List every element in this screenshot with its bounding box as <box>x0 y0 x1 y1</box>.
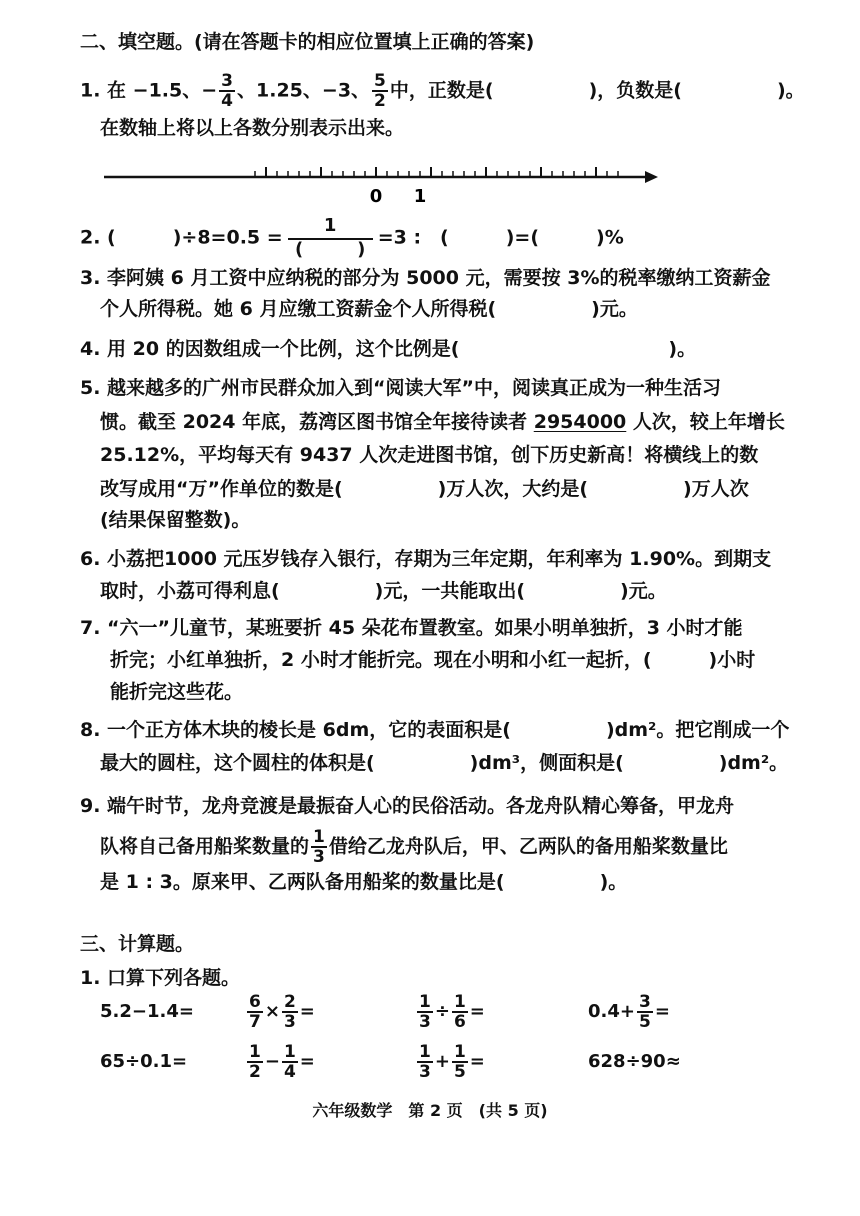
q2-part-a: 2. ( )÷8=0.5 = <box>80 226 283 249</box>
q5-line-2-start: 惯。截至 2024 年底，荔湾区图书馆全年接待读者 <box>100 411 534 433</box>
question-3-line-2: 个人所得税。她 6 月应缴工资薪金个人所得税( )元。 <box>100 298 638 320</box>
equals: = <box>299 1001 315 1022</box>
denominator: 3 <box>283 1012 296 1032</box>
denominator: 5 <box>453 1062 466 1082</box>
question-9-line-1: 9. 端午时节，龙舟竞渡是最振奋人心的民俗活动。各龙舟队精心筹备，甲龙舟 <box>80 795 735 817</box>
question-5-line-4: 改写成用“万”作单位的数是( )万人次，大约是( )万人次 <box>100 478 749 500</box>
numerator: 6 <box>249 992 261 1012</box>
fraction <box>417 1043 433 1081</box>
equals: = <box>299 1051 315 1072</box>
q9-line-2-end: 借给乙龙舟队后，甲、乙两队的备用船桨数量比 <box>328 835 728 858</box>
axis-label-one: 1 <box>413 186 427 207</box>
question-7-line-1: 7. “六一”儿童节，某班要折 45 朵花布置教室。如果小明单独折，3 小时才能 <box>80 617 743 639</box>
denominator: 4 <box>221 91 234 111</box>
q1-middle: 、1.25、−3、 <box>237 79 371 102</box>
number-line-svg <box>100 150 680 210</box>
prefix: 0.4+ <box>588 1001 635 1022</box>
fraction <box>637 993 653 1031</box>
operator: ÷ <box>434 1001 450 1022</box>
axis-label-zero: 0 <box>369 186 383 207</box>
question-2 <box>80 216 624 260</box>
fraction <box>247 1043 263 1081</box>
question-3-line-1: 3. 李阿姨 6 月工资中应纳税的部分为 5000 元，需要按 3%的税率缴纳工资薪金 <box>80 267 771 289</box>
question-9-line-3: 是 1 : 3。原来甲、乙两队备用船桨的数量比是( )。 <box>100 871 628 893</box>
question-5-line-5: (结果保留整数)。 <box>100 509 251 531</box>
numerator: 5 <box>374 71 386 91</box>
q1-suffix: 中，正数是( )，负数是( )。 <box>389 79 805 102</box>
fraction <box>452 1043 468 1081</box>
numerator: 1 <box>453 992 466 1012</box>
section-3-title: 三、计算题。 <box>80 933 195 955</box>
q1-neg-sign: − <box>201 79 218 102</box>
numerator: 3 <box>638 992 651 1012</box>
denominator: 3 <box>419 1012 431 1032</box>
numerator: 1 <box>323 215 337 236</box>
calc-r2c3 <box>415 1043 485 1081</box>
calc-r2c4: 628÷90≈ <box>588 1051 681 1072</box>
fraction <box>417 993 433 1031</box>
q2-part-b: =3 : ( )=( )% <box>377 226 624 249</box>
operator: + <box>434 1051 450 1072</box>
calc-r2c2 <box>245 1043 315 1081</box>
q1-prefix: 1. 在 −1.5、 <box>80 79 202 102</box>
operator: × <box>264 1001 280 1022</box>
operator: − <box>264 1051 280 1072</box>
numerator: 1 <box>313 827 325 847</box>
question-6-line-2: 取时，小荔可得利息( )元，一共能取出( )元。 <box>100 580 667 602</box>
fraction-three-quarters <box>219 72 235 110</box>
question-7-line-2: 折完；小红单独折，2 小时才能折完。现在小明和小红一起折，( )小时 <box>110 649 756 671</box>
denominator: 3 <box>419 1062 431 1082</box>
numerator: 1 <box>453 1042 466 1062</box>
denominator: 2 <box>374 91 386 111</box>
denominator: 7 <box>249 1012 261 1032</box>
numerator: 1 <box>249 1042 261 1062</box>
question-5-line-1: 5. 越来越多的广州市民群众加入到“阅读大军”中，阅读真正成为一种生活习 <box>80 377 722 399</box>
calc-r1c1: 5.2−1.4= <box>100 1001 194 1022</box>
denominator: 5 <box>638 1012 651 1032</box>
equals: = <box>654 1001 670 1022</box>
calc-r1c3 <box>415 993 485 1031</box>
denominator: 3 <box>313 847 325 867</box>
denominator: ( ) <box>294 239 366 260</box>
q5-underlined-number: 2954000 <box>533 411 627 433</box>
q9-line-2-start: 队将自己备用船桨数量的 <box>100 835 310 858</box>
section-2-title: 二、填空题。(请在答题卡的相应位置填上正确的答案) <box>80 31 535 53</box>
numerator: 2 <box>283 992 296 1012</box>
fraction <box>452 993 468 1031</box>
question-7-line-3: 能折完这些花。 <box>110 681 244 703</box>
fraction <box>282 993 298 1031</box>
question-5-line-3: 25.12%，平均每天有 9437 人次走进图书馆，创下历史新高！将横线上的数 <box>100 444 759 466</box>
question-6-line-1: 6. 小荔把1000 元压岁钱存入银行，存期为三年定期，年利率为 1.90%。到期支 <box>80 548 772 570</box>
calc-r1c2 <box>245 993 315 1031</box>
page-footer: 六年级数学 第 2 页 (共 5 页) <box>312 1101 548 1120</box>
mental-math-intro: 1. 口算下列各题。 <box>80 967 241 989</box>
question-8-line-1: 8. 一个正方体木块的棱长是 6dm，它的表面积是( )dm²。把它削成一个 <box>80 719 790 741</box>
question-4: 4. 用 20 的因数组成一个比例，这个比例是( )。 <box>80 338 697 360</box>
fraction-five-halves <box>372 72 388 110</box>
equals: = <box>469 1051 485 1072</box>
denominator: 2 <box>249 1062 261 1082</box>
denominator: 6 <box>453 1012 466 1032</box>
question-1-line-1 <box>80 72 805 110</box>
denominator: 4 <box>283 1062 296 1082</box>
calc-r2c1: 65÷0.1= <box>100 1051 188 1072</box>
fraction <box>247 993 263 1031</box>
number-line <box>100 150 680 210</box>
question-1-line-2: 在数轴上将以上各数分别表示出来。 <box>100 117 405 139</box>
q2-fraction <box>283 216 378 260</box>
numerator: 1 <box>419 1042 431 1062</box>
fraction-one-third <box>311 828 327 866</box>
question-5-line-2 <box>100 410 785 434</box>
equals: = <box>469 1001 485 1022</box>
question-9-line-2 <box>100 828 728 866</box>
calc-r1c4 <box>588 993 670 1031</box>
fraction <box>282 1043 298 1081</box>
question-8-line-2: 最大的圆柱，这个圆柱的体积是( )dm³，侧面积是( )dm²。 <box>100 752 789 774</box>
numerator: 3 <box>221 71 234 91</box>
q5-line-2-end: 人次，较上年增长 <box>626 411 785 433</box>
numerator: 1 <box>283 1042 296 1062</box>
numerator: 1 <box>419 992 431 1012</box>
